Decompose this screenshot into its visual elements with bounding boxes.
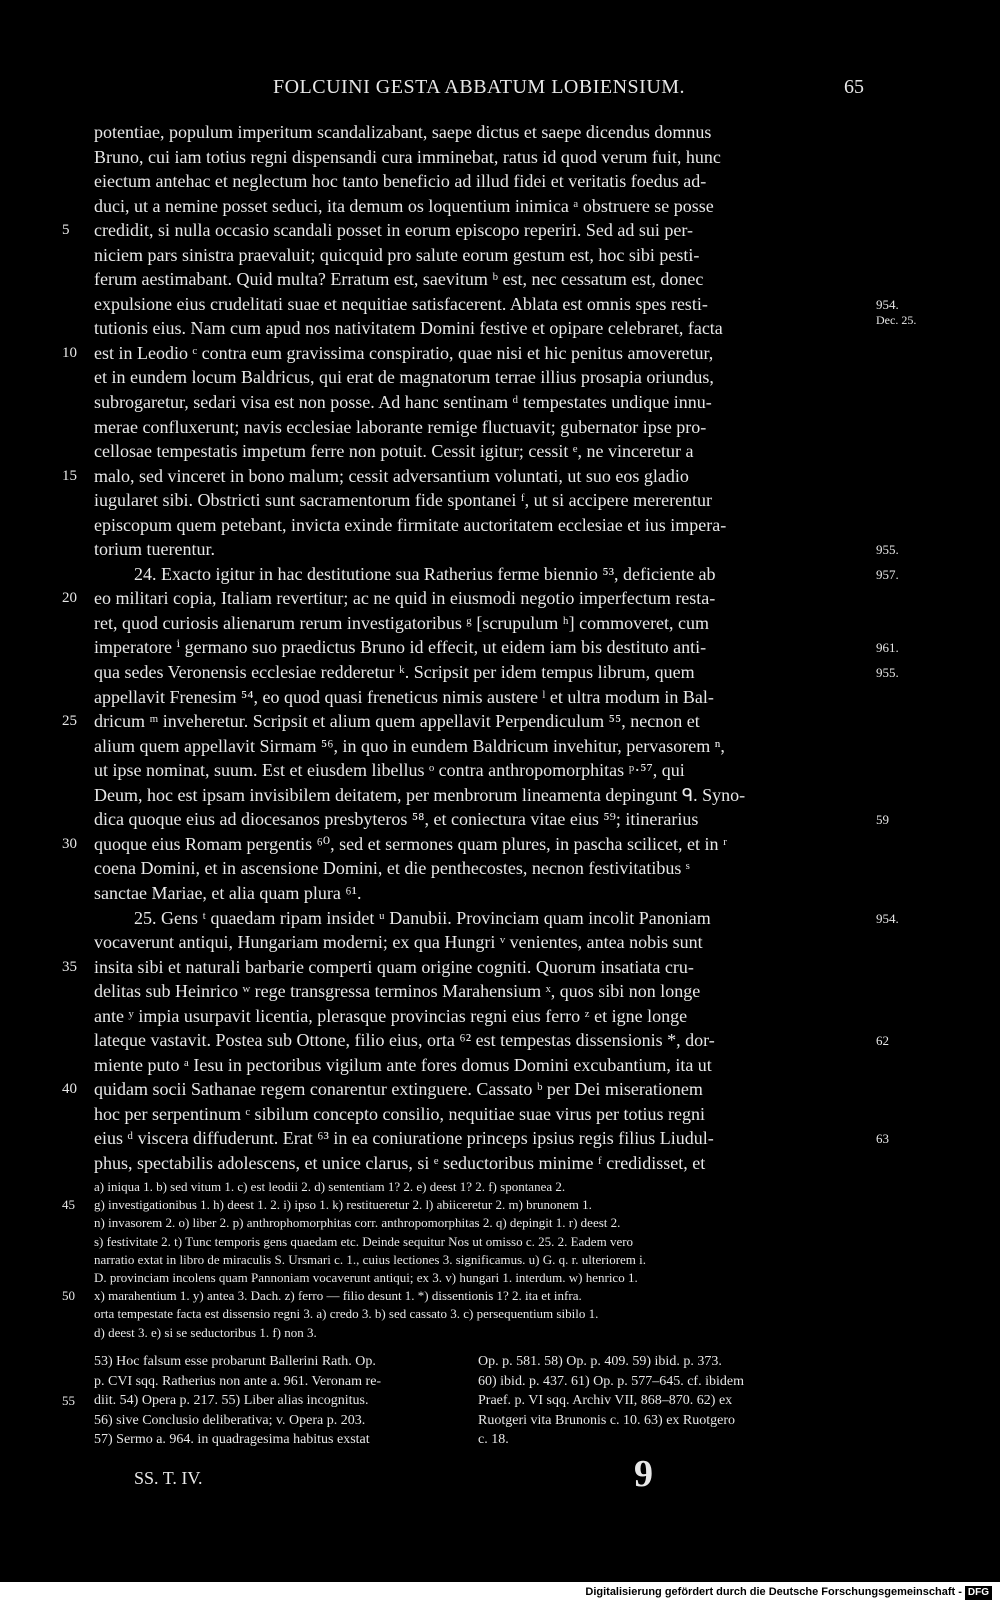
text-line — [0, 313, 1000, 341]
text-line — [0, 439, 1000, 464]
line-text: ut ipse nominat, suum. Est et eiusdem libellus ᵒ contra anthropomorphitas ᵖ·⁵⁷, qui — [94, 760, 685, 781]
apparatus-line — [0, 1196, 1000, 1214]
line-text: niciem pars sinistra praevaluit; quicquid pro salute eorum gestum est, hoc sibi pesti- — [94, 244, 700, 265]
apparatus-line — [0, 1178, 1000, 1196]
line-text: eius ᵈ viscera diffuderunt. Erat ⁶³ in ea coniuratione princeps ipsius regis filius Liudul- — [94, 1128, 714, 1149]
line-number: 5 — [62, 222, 70, 239]
apparatus-text: g) investigationibus 1. h) deest 1. 2. i) ipso 1. k) restitueretur 2. l) abiiceretur 2. m) brunonem 1. — [94, 1197, 592, 1213]
footnote-left: 53) Hoc falsum esse probarunt Ballerini Rath. Op. — [94, 1354, 376, 1369]
text-line — [0, 1151, 1000, 1176]
footnote-right: 60) ibid. p. 437. 61) Op. p. 577–645. cf. ibidem — [478, 1373, 744, 1389]
line-text: duci, ut a nemine posset seduci, ita demum os loquentium inimica ᵃ obstruere se posse — [94, 195, 714, 216]
footnote-left: diit. 54) Opera p. 217. 55) Liber alias incognitus. — [94, 1393, 369, 1408]
text-line — [0, 169, 1000, 194]
line-text: Bruno, cui iam totius regni dispensandi cura imminebat, ratus id quod verum fuit, hunc — [94, 146, 721, 167]
text-line — [0, 660, 1000, 685]
text-line — [0, 390, 1000, 415]
line-text: qua sedes Veronensis ecclesiae redderetur ᵏ. Scripsit per idem tempus librum, quem — [94, 662, 695, 683]
apparatus-line — [0, 1324, 1000, 1342]
text-line — [0, 734, 1000, 759]
line-text: subrogaretur, sedari visa est non posse. Ad hanc sentinam ᵈ tempestates undique innu- — [94, 392, 712, 413]
line-number: 35 — [62, 958, 77, 975]
margin-note: 957. — [876, 566, 899, 582]
text-line — [0, 145, 1000, 170]
line-text: quidam socii Sathanae regem conarentur extinguere. Cassato ᵇ per Dei miserationem — [94, 1079, 703, 1100]
line-text: sanctae Mariae, et alia quam plura ⁶¹. — [94, 882, 362, 903]
line-text: torium tuerentur. — [94, 539, 215, 560]
line-text: eo militari copia, Italiam revertitur; ac ne quid in eiusmodi negotio imperfectum resta- — [94, 588, 716, 609]
footnote-line — [0, 1352, 1000, 1372]
text-line — [0, 1077, 1000, 1102]
apparatus-text: d) deest 3. e) si se seductoribus 1. f) non 3. — [94, 1324, 317, 1340]
footnote-right: c. 18. — [478, 1432, 509, 1447]
line-text: ante ʸ impia usurpavit licentia, plerasque provincias regni eius ferro ᶻ et igne longe — [94, 1005, 688, 1026]
apparatus-text: orta tempestate facta est dissensio regni 3. a) credo 3. b) sed cassato 3. c) persequentium sibilo 1. — [94, 1306, 599, 1322]
text-line — [0, 807, 1000, 832]
apparatus-line — [0, 1269, 1000, 1287]
text-line — [0, 415, 1000, 440]
text-line — [0, 955, 1000, 980]
page-header — [94, 76, 864, 102]
text-line — [0, 856, 1000, 881]
line-text: insita sibi et naturali barbarie comperti quam origine cogniti. Quorum insatiata cru- — [94, 956, 694, 977]
line-text: coena Domini, et in ascensione Domini, et die penthecostes, necnon festivitatibus ˢ — [94, 858, 690, 879]
text-line — [0, 218, 1000, 243]
line-number: 55 — [62, 1393, 75, 1408]
text-line — [0, 1102, 1000, 1127]
footnote-left: 56) sive Conclusio deliberativa; v. Opera p. 203. — [94, 1412, 366, 1428]
dfg-logo: DFG — [965, 1586, 992, 1600]
apparatus-text: a) iniqua 1. b) sed vitum 1. c) est leodii 2. d) sententiam 1? 2. e) deest 1? 2. f) spontanea 2. — [94, 1179, 566, 1194]
line-text: delitas sub Heinrico ʷ rege transgressa terminos Marahensium ˣ, quos sibi non longe — [94, 981, 701, 1002]
line-text: credidit, si nulla occasio scandali posset in eorum episcopo reperiri. Sed ad sui per- — [94, 220, 693, 241]
apparatus-text: x) marahentium 1. y) antea 3. Dach. z) ferro — filio desunt 1. *) dissentionis 1? 2. ita et infra. — [94, 1288, 582, 1304]
line-text: dica quoque eius ad diocesanos presbyteros ⁵⁸, et coniectura vitae eius ⁵⁹; itinerarius — [94, 809, 699, 830]
text-line — [0, 881, 1000, 906]
text-line — [0, 906, 1000, 931]
footnote-line — [0, 1430, 1000, 1450]
text-line — [0, 267, 1000, 292]
line-number: 10 — [62, 344, 77, 361]
text-line — [0, 120, 1000, 145]
line-number: 30 — [62, 835, 77, 852]
line-text: lateque vastavit. Postea sub Ottone, filio eius, orta ⁶² est tempestas dissensionis *, dor- — [94, 1030, 715, 1051]
text-line — [0, 562, 1000, 587]
line-number: 45 — [62, 1197, 75, 1213]
footnote-line — [0, 1411, 1000, 1431]
line-text: 25. Gens ᵗ quaedam ripam insidet ᵘ Danubii. Provinciam quam incolit Panoniam — [134, 907, 711, 928]
line-text: eiectum antehac et neglectum hoc tanto beneficio ad illud fidei et veritatis foedus ad- — [94, 171, 707, 192]
footnote-right: Op. p. 581. 58) Op. p. 409. 59) ibid. p. 373. — [478, 1354, 722, 1369]
line-text: imperatore ⁱ germano suo praedictus Bruno id effecit, ut eidem iam bis destituto anti- — [94, 637, 707, 658]
text-line — [0, 635, 1000, 660]
footnotes — [0, 1352, 1000, 1450]
apparatus-text: D. provinciam incolens quam Pannoniam vocaverunt antiqui; ex 3. v) hungari 1. interdum. w) henrico 1. — [94, 1269, 638, 1285]
critical-apparatus — [0, 1178, 1000, 1342]
line-text: malo, sed vinceret in bono malum; cessit adversantium voluntati, ut suo eos gladio — [94, 465, 689, 486]
text-line — [0, 930, 1000, 955]
text-line — [0, 243, 1000, 268]
text-line — [0, 758, 1000, 783]
line-text: vocaverunt antiqui, Hungariam moderni; ex qua Hungri ᵛ venientes, antea nobis sunt — [94, 932, 703, 953]
line-text: ferum aestimabant. Quid multa? Erratum est, saevitum ᵇ est, nec cessatum est, donec — [94, 269, 704, 290]
footnote-right: Praef. p. VI sqq. Archiv VII, 868–870. 62) ex — [478, 1393, 733, 1408]
line-number: 50 — [62, 1288, 75, 1304]
line-text: miente puto ᵃ Iesu in pectoribus vigilum ante fores domus Domini excubantium, ita ut — [94, 1054, 712, 1075]
margin-note: 961. — [876, 640, 899, 656]
margin-note: 954. — [876, 296, 899, 312]
line-text: alium quem appellavit Sirmam ⁵⁶, in quo in eundem Baldricum invehitur, pervasorem ⁿ, — [94, 735, 725, 756]
text-line — [0, 194, 1000, 219]
text-line — [0, 292, 1000, 317]
text-line — [0, 537, 1000, 562]
digitization-credit — [0, 1582, 1000, 1602]
text-line — [0, 365, 1000, 390]
line-number: 25 — [62, 713, 77, 730]
footnote-left: 57) Sermo a. 964. in quadragesima habitus exstat — [94, 1432, 370, 1447]
line-text: 24. Exacto igitur in hac destitutione sua Ratherius ferme biennio ⁵³, deficiente ab — [134, 563, 716, 584]
line-text: dricum ᵐ inveheretur. Scripsit et alium quem appellavit Perpendiculum ⁵⁵, necnon et — [94, 711, 700, 732]
running-title: FOLCUINI GESTA ABBATUM LOBIENSIUM. — [272, 76, 686, 98]
credit-text: Digitalisierung gefördert durch die Deutsche Forschungsgemeinschaft - — [585, 1586, 962, 1598]
footnote-line — [0, 1372, 1000, 1392]
line-text: appellavit Frenesim ⁵⁴, eo quod quasi freneticus nimis austere ˡ et ultra modum in Bal- — [94, 686, 714, 707]
line-number: 15 — [62, 467, 77, 484]
footnote-line — [0, 1391, 1000, 1411]
line-text: episcopum quem petebant, invicta exinde firmitate auctoritatem ecclesiae et ius impera- — [94, 514, 727, 535]
line-number: 40 — [62, 1081, 77, 1098]
line-text: et in eundem locum Baldricus, qui erat de magnatorum terrae illius prosapia oriundus, — [94, 367, 714, 388]
line-text: quoque eius Romam pergentis ⁶⁰, sed et sermones quam plures, in pascha scilicet, et in ʳ — [94, 833, 727, 854]
line-number: 20 — [62, 590, 77, 607]
line-text: hoc per serpentinum ᶜ sibilum concepto consilio, nequitiae suae virus per totius regni — [94, 1103, 705, 1124]
apparatus-line — [0, 1305, 1000, 1323]
page-number: 65 — [844, 76, 864, 98]
line-text: merae confluxerunt; navis ecclesiae laborante remige fluctuavit; gubernator ipse pro- — [94, 416, 707, 437]
line-text: cellosae tempestatis impetum ferre non potuit. Cessit igitur; cessit ᵉ, ne vinceretur a — [94, 441, 694, 462]
apparatus-text: n) invasorem 2. o) liber 2. p) anthrophomorphitas corr. anthropomorphitas 2. q) depingit 1. r) deest 2. — [94, 1215, 621, 1231]
text-line — [0, 709, 1000, 734]
signature-mark: SS. T. IV. — [134, 1468, 203, 1488]
line-text: iugularet sibi. Obstricti sunt sacramentorum fide spontanei ᶠ, ut si accipere mererentur — [94, 490, 713, 511]
margin-note: 955. — [876, 665, 899, 681]
text-line — [0, 586, 1000, 611]
margin-note: 62 — [876, 1033, 889, 1049]
line-text: Deum, hoc est ipsam invisibilem deitatem, per menbrorum lineamenta depingunt ᑫ. Syno- — [94, 784, 746, 805]
line-text: phus, spectabilis adolescens, et unice clarus, si ᵉ seductoribus minime ᶠ credidisset, et — [94, 1152, 706, 1173]
line-text: expulsione eius crudelitati suae et nequitiae satisfacerent. Ablata est omnis spes resti- — [94, 293, 708, 314]
line-text: ret, quod curiosis alienarum rerum investigatoribus ᵍ [scrupulum ʰ] commoveret, cum — [94, 612, 710, 633]
text-line — [0, 1053, 1000, 1078]
apparatus-line — [0, 1233, 1000, 1251]
apparatus-text: narratio extat in libro de miraculis S. Ursmari c. 1., cuius lectiones 3. significamus. u) G. q. r. ulteriorem i. — [94, 1251, 647, 1267]
apparatus-line — [0, 1214, 1000, 1232]
margin-note: 954. — [876, 910, 899, 926]
margin-note: Dec. 25. — [876, 313, 917, 328]
margin-note: 59 — [876, 812, 889, 828]
margin-note: 955. — [876, 542, 899, 558]
apparatus-line — [0, 1251, 1000, 1269]
text-line — [0, 611, 1000, 636]
text-line — [0, 685, 1000, 710]
text-line — [0, 513, 1000, 538]
footnote-right: Ruotgeri vita Brunonis c. 10. 63) ex Ruotgero — [478, 1412, 736, 1428]
text-line — [0, 488, 1000, 513]
signature-number: 9 — [634, 1453, 653, 1495]
text-line — [0, 832, 1000, 857]
line-text: tutionis eius. Nam cum apud nos nativitatem Domini festive et opipare celebraret, facta — [94, 318, 723, 339]
footnote-left: p. CVI sqq. Ratherius non ante a. 961. Veronam re- — [94, 1373, 382, 1389]
apparatus-line — [0, 1287, 1000, 1305]
text-line — [0, 464, 1000, 489]
text-line — [0, 341, 1000, 366]
main-text — [0, 120, 1000, 1176]
line-text: potentiae, populum imperitum scandalizabant, saepe dictus et saepe dicendus domnus — [94, 122, 712, 142]
text-line — [0, 783, 1000, 808]
text-line — [0, 979, 1000, 1004]
text-line — [0, 1004, 1000, 1029]
margin-note: 63 — [876, 1131, 889, 1147]
line-text: est in Leodio ᶜ contra eum gravissima conspiratio, quae nisi et hic penitus amoveretur, — [94, 342, 714, 363]
text-line — [0, 1126, 1000, 1151]
text-line — [0, 1028, 1000, 1053]
apparatus-text: s) festivitate 2. t) Tunc temporis gens quaedam etc. Deinde sequitur Nos ut omisso c. 25. 2. Eadem vero — [94, 1233, 634, 1249]
